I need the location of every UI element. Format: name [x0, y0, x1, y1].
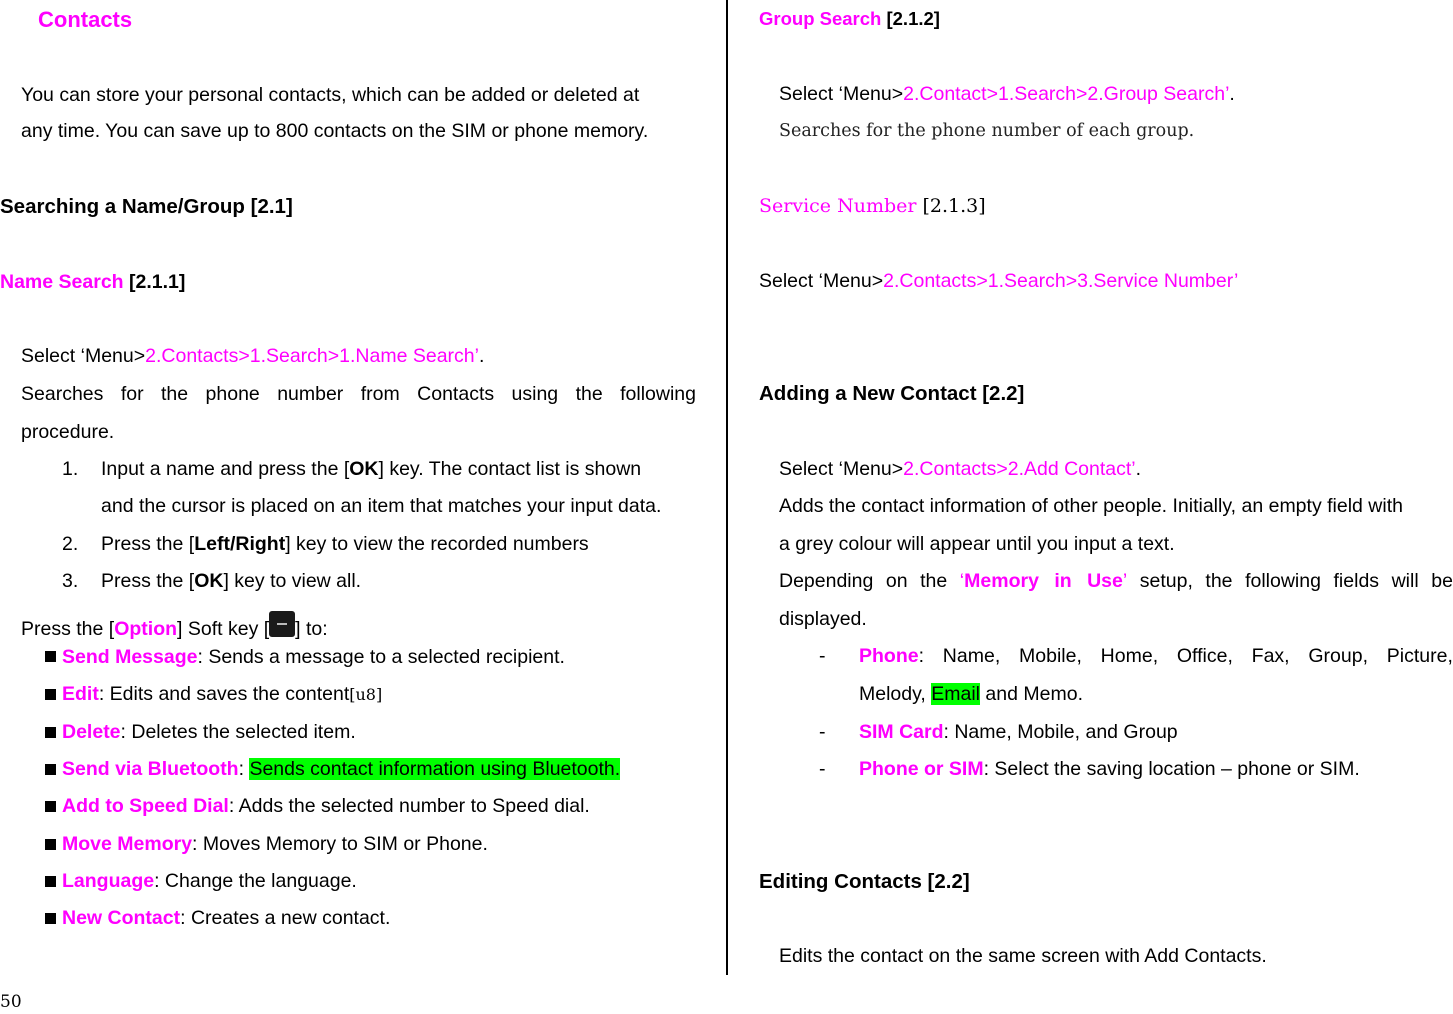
desc-word: the [575, 383, 603, 405]
field-word: Home, [1100, 645, 1159, 667]
option-name: Language [62, 870, 155, 892]
square-bullet-icon [45, 801, 56, 812]
depend-word: on [885, 570, 908, 592]
add-contact-select [779, 457, 1141, 481]
select-prefix: Select ‘Menu> [759, 270, 884, 292]
square-bullet-icon [45, 913, 56, 924]
select-suffix: . [1135, 458, 1142, 480]
option-desc: : Sends a message to a selected recipient. [197, 646, 565, 668]
option-name: Add to Speed Dial [62, 795, 229, 817]
option-key-label: Option [114, 618, 178, 640]
select-suffix: . [478, 345, 485, 367]
sim-card-field-line [859, 720, 1178, 744]
phone-or-sim-field-line [859, 757, 1360, 781]
option-softkey-line [21, 611, 328, 641]
option-desc: : Deletes the selected item. [120, 721, 356, 743]
step-text: Press the [ [101, 570, 195, 592]
quote-mark: ‘ [959, 570, 965, 592]
group-search-select [779, 82, 1235, 106]
phone-field-continuation [859, 682, 1083, 706]
memory-in-use-term [960, 569, 1127, 593]
field-text: Melody, [859, 683, 932, 705]
desc-word: the [161, 383, 189, 405]
section-heading-add: Adding a New Contact [2.2] [759, 382, 1025, 405]
option-item [62, 869, 357, 893]
option-name: Send Message [62, 646, 198, 668]
option-item [62, 832, 488, 856]
name-search-select [21, 344, 484, 368]
option-item [62, 906, 390, 930]
option-name: Edit [62, 683, 99, 705]
option-text: ] Soft key [ [177, 618, 270, 640]
square-bullet-icon [45, 651, 56, 662]
menu-path: 2.Contact>1.Search>2.Group Search’ [903, 83, 1230, 105]
option-desc: : Edits and saves the content [98, 683, 350, 705]
desc-word: following [620, 383, 696, 405]
field-word: Office, [1176, 645, 1233, 667]
intro-line-2: any time. You can save up to 800 contacts on the SIM or phone memory. [21, 120, 649, 142]
dash-bullet: - [819, 758, 826, 780]
step-text: Press the [ [101, 533, 195, 555]
group-search-desc: Searches for the phone number of each group. [779, 121, 1195, 141]
menu-path: 2.Contacts>2.Add Contact’ [903, 458, 1136, 480]
section-heading-editing: Editing Contacts [2.2] [759, 870, 970, 893]
group-search-title: Group Search [759, 8, 882, 29]
name-search-desc-line-1 [21, 382, 696, 406]
option-desc: : Change the language. [154, 870, 357, 892]
option-desc: : Adds the selected number to Speed dial. [228, 795, 590, 817]
option-text: ] to: [295, 618, 328, 640]
step-1-text [101, 457, 641, 481]
square-bullet-icon [45, 839, 56, 850]
menu-path: 2.Contacts>1.Search>1.Name Search’ [145, 345, 479, 367]
field-name: SIM Card [859, 721, 944, 743]
select-suffix: . [1229, 83, 1235, 105]
option-name: Move Memory [62, 833, 193, 855]
column-divider [726, 0, 728, 975]
memory-in-use-label: Memory in Use [964, 570, 1123, 592]
option-item [62, 720, 356, 744]
option-item [62, 757, 620, 781]
desc-word: using [511, 383, 559, 405]
intro-line-1: You can store your personal contacts, which can be added or deleted at [21, 84, 640, 106]
option-item [62, 645, 565, 669]
square-bullet-icon [45, 689, 56, 700]
service-number-title: Service Number [759, 195, 917, 217]
group-search-heading [759, 7, 940, 31]
depend-word: Depending [779, 570, 874, 592]
select-prefix: Select ‘Menu> [779, 83, 904, 105]
service-number-heading [759, 194, 986, 218]
step-text: ] key to view the recorded numbers [285, 533, 589, 555]
page-number: 50 [0, 992, 22, 1012]
softkey-icon [269, 611, 295, 637]
field-word: Name, [942, 645, 1001, 667]
field-name-group [859, 644, 924, 668]
depending-line [779, 569, 1453, 593]
desc-word: from [360, 383, 400, 405]
key-label: OK [194, 570, 224, 592]
service-number-select [759, 269, 1238, 293]
dash-bullet: - [819, 645, 826, 667]
field-text: and Memo. [980, 683, 1083, 705]
option-item [62, 794, 590, 818]
key-label: OK [349, 458, 379, 480]
option-desc: : [238, 758, 250, 780]
depend-word: will [1391, 570, 1419, 592]
step-text: ] key to view all. [223, 570, 362, 592]
step-number: 2. [62, 533, 79, 555]
depend-word: be [1431, 570, 1453, 592]
service-number-code: [2.1.3] [916, 195, 986, 217]
name-search-code: [2.1.1] [123, 271, 186, 293]
desc-word: number [277, 383, 344, 405]
group-search-code: [2.1.2] [881, 8, 940, 29]
field-desc: : Select the saving location – phone or SIM. [983, 758, 1360, 780]
quote-mark: ’ [1122, 570, 1128, 592]
name-search-title: Name Search [0, 271, 124, 293]
name-search-heading [0, 270, 185, 294]
desc-word: for [120, 383, 144, 405]
step-3-text [101, 569, 361, 593]
step-text: ] key. The contact list is shown [378, 458, 642, 480]
square-bullet-icon [45, 764, 56, 775]
editing-desc: Edits the contact on the same screen with Add Contacts. [779, 945, 1267, 967]
step-1-continuation: and the cursor is placed on an item that matches your input data. [101, 495, 662, 517]
menu-path: 2.Contacts>1.Search>3.Service Number’ [883, 270, 1239, 292]
field-name: Phone [859, 645, 919, 667]
step-text: Input a name and press the [ [101, 458, 350, 480]
depend-word: fields [1333, 570, 1380, 592]
option-desc: : Moves Memory to SIM or Phone. [192, 833, 488, 855]
desc-word: Searches [21, 383, 104, 405]
depend-word: setup, [1139, 570, 1193, 592]
section-heading-search: Searching a Name/Group [2.1] [0, 195, 293, 218]
highlighted-text: Email [931, 683, 981, 705]
step-number: 1. [62, 458, 79, 480]
select-prefix: Select ‘Menu> [779, 458, 904, 480]
highlighted-text: Sends contact information using Bluetooth. [249, 758, 621, 780]
depending-line-2: displayed. [779, 608, 867, 630]
field-word: Group, [1308, 645, 1369, 667]
field-word: : [918, 645, 925, 667]
square-bullet-icon [45, 876, 56, 887]
phone-field-line [859, 644, 1453, 668]
add-contact-desc-line-2: a grey colour will appear until you input a text. [779, 533, 1175, 555]
key-label: Left/Right [194, 533, 286, 555]
field-word: Picture, [1386, 645, 1453, 667]
option-name: Send via Bluetooth [62, 758, 239, 780]
comment-marker: [u8] [349, 685, 383, 704]
field-desc: : Name, Mobile, and Group [943, 721, 1178, 743]
select-prefix: Select ‘Menu> [21, 345, 146, 367]
depend-word: the [920, 570, 948, 592]
option-name: New Contact [62, 907, 181, 929]
dash-bullet: - [819, 721, 826, 743]
step-2-text [101, 532, 589, 556]
desc-word: phone [205, 383, 260, 405]
desc-word: Contacts [417, 383, 495, 405]
name-search-desc-line-2: procedure. [21, 421, 115, 443]
add-contact-desc-line-1: Adds the contact information of other people. Initially, an empty field with [779, 495, 1403, 517]
field-word: Fax, [1251, 645, 1290, 667]
depend-word: following [1245, 570, 1321, 592]
square-bullet-icon [45, 727, 56, 738]
depend-word: the [1205, 570, 1233, 592]
page-title: Contacts [38, 7, 133, 32]
option-item [62, 682, 382, 707]
field-name: Phone or SIM [859, 758, 984, 780]
step-number: 3. [62, 570, 79, 592]
field-word: Mobile, [1019, 645, 1082, 667]
option-desc: : Creates a new contact. [180, 907, 391, 929]
option-name: Delete [62, 721, 121, 743]
option-text: Press the [ [21, 618, 115, 640]
